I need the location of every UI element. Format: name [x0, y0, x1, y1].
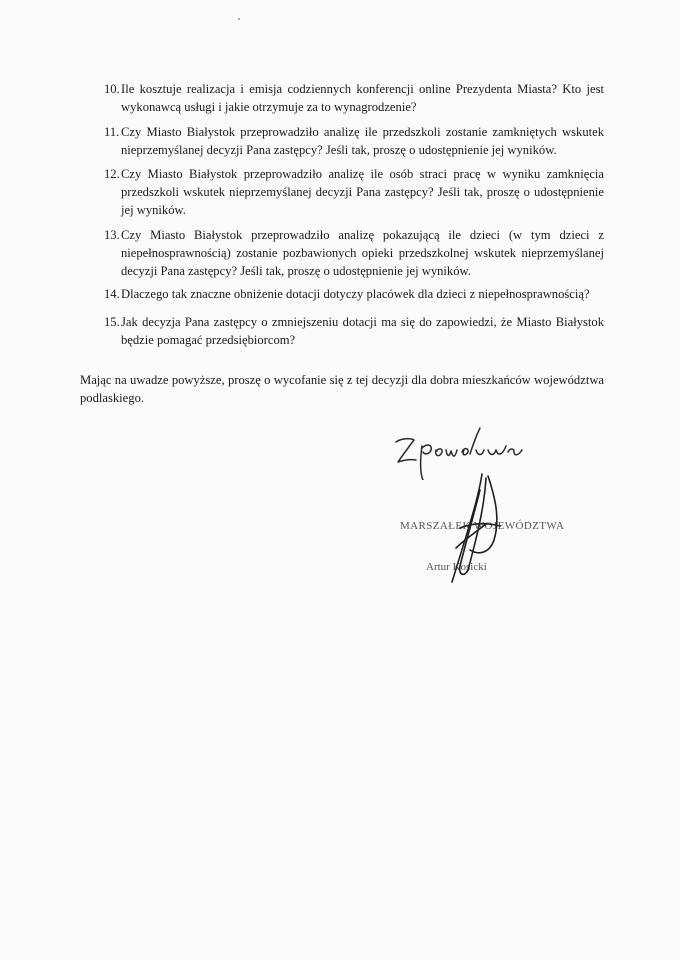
- signature-block: [360, 410, 620, 600]
- handwritten-signature: [440, 470, 510, 590]
- item-text: Czy Miasto Białystok przeprowadziło analizę pokazującą ile dzieci (w tym dzieci z niepełnosprawnością) zostanie pozbawionych opieki przedszkolnej wskutek nieprzemyślanej decyzji Pana zastępcy? Jeśli tak, proszę o udostępnienie jej wyników.: [121, 228, 604, 278]
- item-text: Czy Miasto Białystok przeprowadziło analizę ile osób straci pracę w wyniku zamknięcia przedszkoli wskutek nieprzemyślanej decyzji Pana zastępcy? Jeśli tak, proszę o udostępnienie jej wyników.: [121, 167, 604, 217]
- signatory-title: MARSZAŁEK WOJEWÓDZTWA: [400, 520, 565, 532]
- list-item: [104, 123, 604, 159]
- item-text: Jak decyzja Pana zastępcy o zmniejszeniu dotacji ma się do zapowiedzi, że Miasto Białystok będzie pomagać przedsiębiorcom?: [121, 315, 604, 347]
- scan-speck: [238, 18, 240, 20]
- item-number: 15.: [104, 315, 120, 329]
- list-item: [104, 226, 604, 280]
- item-number: 11.: [104, 125, 120, 139]
- list-item: [104, 313, 604, 349]
- item-number: 14.: [104, 287, 120, 301]
- list-item: [104, 165, 604, 219]
- closing-paragraph: Mając na uwadze powyższe, proszę o wycofanie się z tej decyzji dla dobra mieszkańców województwa podlaskiego.: [80, 373, 604, 405]
- item-number: 12.: [104, 167, 120, 181]
- item-text: Czy Miasto Białystok przeprowadziło analizę ile przedszkoli zostanie zamkniętych wskutek nieprzemyślanej decyzji Pana zastępcy? Jeśli tak, proszę o udostępnienie jej wyników.: [121, 125, 604, 157]
- signatory-name: Artur Kosicki: [426, 561, 487, 573]
- item-number: 10.: [104, 82, 120, 96]
- list-item: [104, 285, 604, 303]
- item-text: Ile kosztuje realizacja i emisja codziennych konferencji online Prezydenta Miasta? Kto jest wykonawcą usługi i jakie otrzymuje za to wynagrodzenie?: [121, 82, 604, 114]
- item-number: 13.: [104, 228, 120, 242]
- item-text: Dlaczego tak znaczne obniżenie dotacji dotyczy placówek dla dzieci z niepełnosprawnością?: [121, 287, 590, 301]
- list-item: [104, 80, 604, 116]
